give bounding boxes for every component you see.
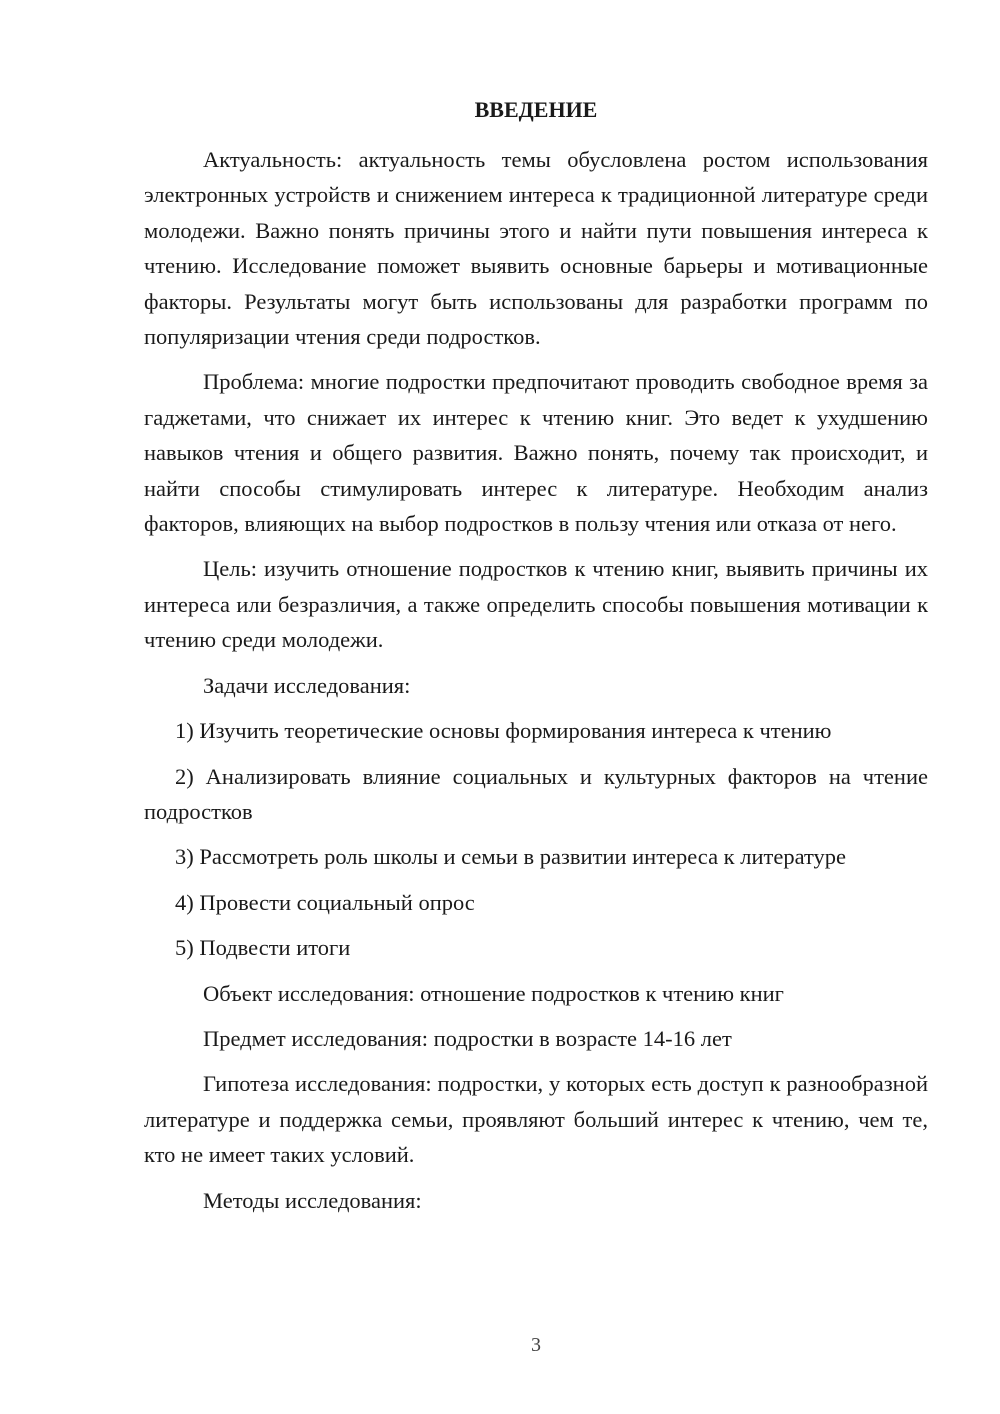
tasks-list (144, 713, 928, 965)
task-item-3: 3) Рассмотреть роль школы и семьи в развитии интереса к литературе (175, 844, 847, 870)
goal-paragraph: Цель: изучить отношение подростков к чтению книг, выявить причины их интереса или безразличия, а также определить способы повышения мотивации к чтению среди молодежи. (144, 556, 928, 653)
task-item-2: 2) Анализировать влияние социальных и культурных факторов на чтение подростков (144, 763, 928, 824)
task-item-1: 1) Изучить теоретические основы формирования интереса к чтению (175, 718, 832, 744)
tasks-heading: Задачи исследования: (203, 672, 411, 698)
page-content (144, 92, 928, 1228)
relevance-paragraph: Актуальность: актуальность темы обусловлена ростом использования электронных устройств и снижением интереса к традиционной литературе среди молодежи. Важно понять причины этого и найти пути повышения интереса к чтению. Исследование поможет выявить основные барьеры и мотивационные факторы. Результаты могут быть использованы для разработки программ по популяризации чтения среди подростков. (144, 147, 928, 350)
task-item-4: 4) Провести социальный опрос (175, 889, 475, 915)
page-title: ВВЕДЕНИЕ (474, 97, 598, 122)
hypothesis-paragraph: Гипотеза исследования: подростки, у которых есть доступ к разнообразной литературе и поддержка семьи, проявляют больший интерес к чтению, чем те, кто не имеет таких условий. (144, 1071, 928, 1168)
page-number: 3 (531, 1334, 541, 1356)
methods-heading: Методы исследования: (203, 1187, 422, 1213)
object-paragraph: Объект исследования: отношение подростков к чтению книг (203, 980, 784, 1006)
subject-paragraph: Предмет исследования: подростки в возрасте 14-16 лет (203, 1025, 732, 1051)
task-item-5: 5) Подвести итоги (175, 935, 351, 961)
problem-paragraph: Проблема: многие подростки предпочитают проводить свободное время за гаджетами, что снижает их интерес к чтению книг. Это ведет к ухудшению навыков чтения и общего развития. Важно понять, почему так происходит, и найти способы стимулировать интерес к литературе. Необходим анализ факторов, влияющих на выбор подростков в пользу чтения или отказа от него. (144, 369, 928, 537)
